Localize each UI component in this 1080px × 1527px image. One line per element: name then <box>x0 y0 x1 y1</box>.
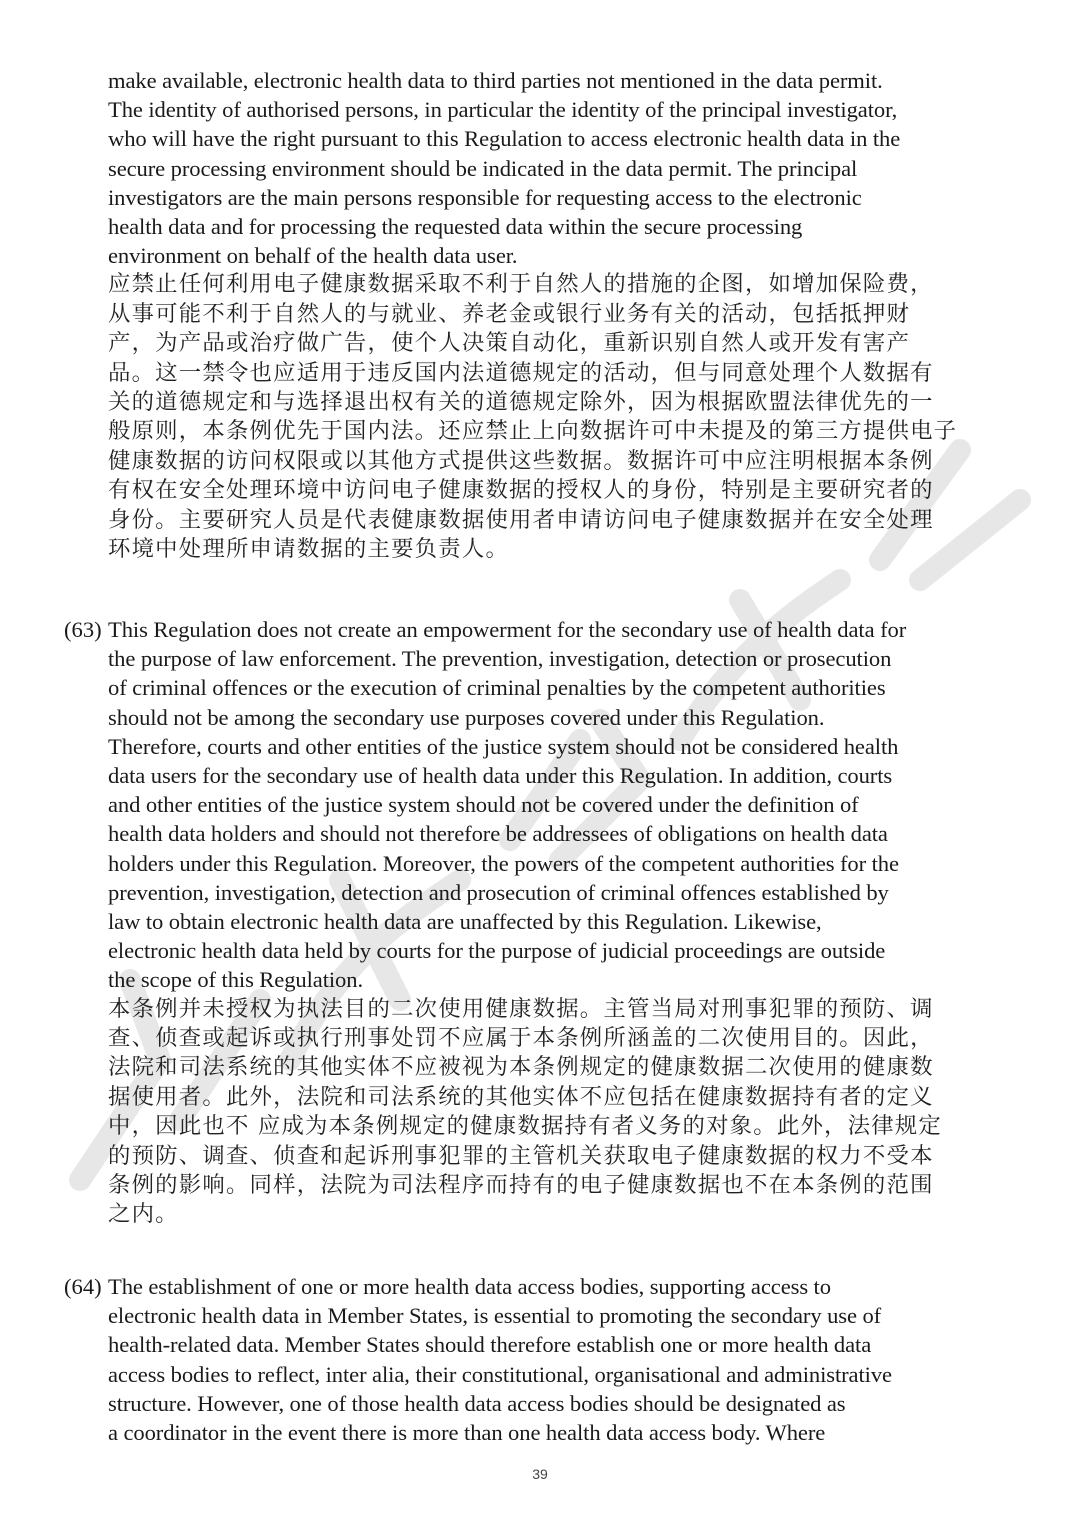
recital-64-english: The establishment of one or more health data access bodies, supporting access to electronic health data in Member States, is essential to promoting the secondary use of health-related data. Member States should therefore establish one or more health data access bodies to reflect, inter alia, their constitutional, organisational and administrative structure. However, one of those health data access bodies should be designated as a coordinator in the event there is more than one health data access body. Where <box>108 1274 892 1446</box>
recital-63-chinese: 本条例并未授权为执法目的二次使用健康数据。主管当局对刑事犯罪的预防、调 查、侦查或起诉或执行刑事处罚不应属于本条例所涵盖的二次使用目的。因此， 法院和司法系统的其他实体不应被视为本条例规定的健康数据二次使用的健康数 据使用者。此外，法院和司法系统的其他实体不应包括在健康数据持有者的定义 中，因此也不 应成为本条例规定的健康数据持有者义务的对象。此外，法律规定 的预防、调查、侦查和起诉刑事犯罪的主管机关获取电子健康数据的权力不受本 条例的影响。同样，法院为司法程序而持有的电子健康数据也不在本条例的范围 之内。 <box>108 995 942 1228</box>
recital-63 <box>64 615 1018 1230</box>
page-number: 39 <box>532 1466 548 1482</box>
recital-63-english: This Regulation does not create an empowerment for the secondary use of health data for the purpose of law enforcement. The prevention, investigation, detection or prosecution of criminal offences or the execution of criminal penalties by the competent authorities should not be among the secondary use purposes covered under this Regulation. Therefore, courts and other entities of the justice system should not be considered health data users for the secondary use of health data under this Regulation. In addition, courts and other entities of the justice system should not be covered under the definition of health data holders and should not therefore be addressees of obligations on health data holders under this Regulation. Moreover, the powers of the competent authorities for the prevention, investigation, detection and prosecution of criminal offences established by law to obtain electronic health data are unaffected by this Regulation. Likewise, electronic health data held by courts for the purpose of judicial proceedings are outside the scope of this Regulation. <box>108 617 907 993</box>
recital-continued <box>108 66 1018 564</box>
recital-64 <box>64 1272 1018 1447</box>
recital-64-number: (64) <box>64 1274 102 1299</box>
recital-continued-english: make available, electronic health data to third parties not mentioned in the data permit. The identity of authorised persons, in particular the identity of the principal investigator, who will have the right pursuant to this Regulation to access electronic health data in the secure processing environment should be indicated in the data permit. The principal investigators are the main persons responsible for requesting access to the electronic health data and for processing the requested data within the secure processing environment on behalf of the health data user. <box>108 68 901 269</box>
recital-63-number: (63) <box>64 617 102 642</box>
recital-continued-chinese: 应禁止任何利用电子健康数据采取不利于自然人的措施的企图，如增加保险费， 从事可能不利于自然人的与就业、养老金或银行业务有关的活动，包括抵押财 产，为产品或治疗做广告，使个人决策自动化，重新识别自然人或开发有害产 品。这一禁令也应适用于违反国内法道德规定的活动，但与同意处理个人数据有 关的道德规定和与选择退出权有关的道德规定除外，因为根据欧盟法律优先的一 般原则，本条例优先于国内法。还应禁止上向数据许可中未提及的第三方提供电子 健康数据的访问权限或以其他方式提供这些数据。数据许可中应注明根据本条例 有权在安全处理环境中访问电子健康数据的授权人的身份，特别是主要研究者的 身份。主要研究人员是代表健康数据使用者申请访问电子健康数据并在安全处理 环境中处理所申请数据的主要负责人。 <box>108 271 958 563</box>
